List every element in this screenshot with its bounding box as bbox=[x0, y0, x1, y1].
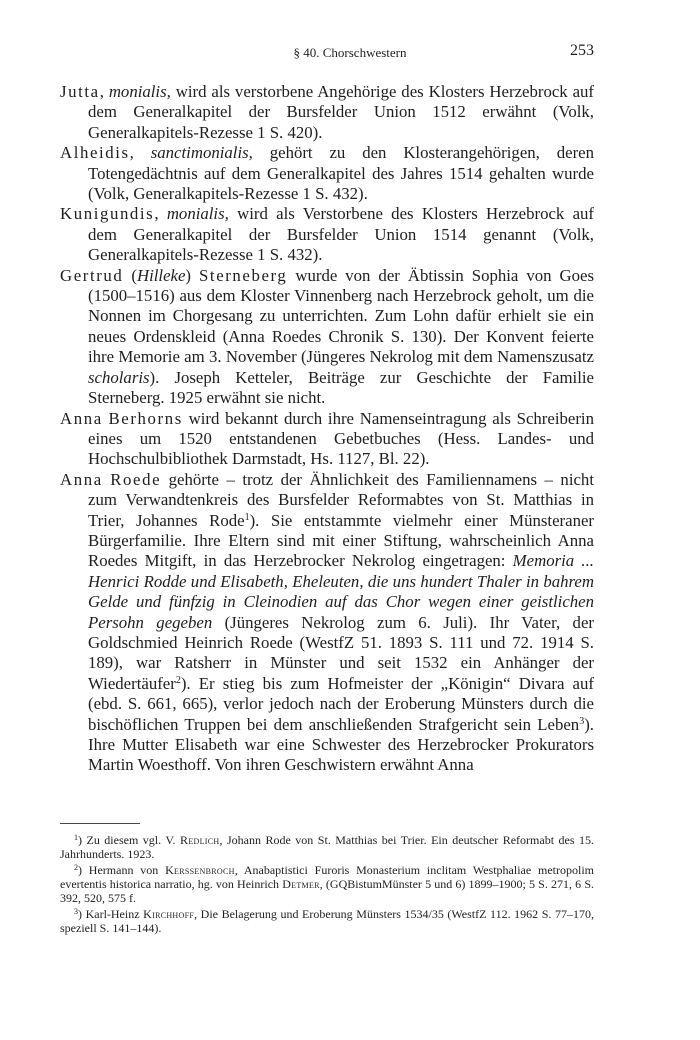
footnote-2: $^2$) Hermann von Kerssenbroch, Anabaptistici Furoris Monasterium inclitam Westphaliae metropolim evertentis historica narratio, hg. von Heinrich Detmer, (GQBistumMünster 5 und 6) 1899–1900; 5 S. 271, 6 S. 392, 520, 575 f. bbox=[60, 862, 594, 906]
entry-anna-berhorns: Anna Berhorns wird bekannt durch ihre Namenseintragung als Schreiberin eines um 1520 entstandenen Gebetbuches (Hess. Landes- und Hochschulbibliothek Darmstadt, Hs. 1127, Bl. 22). bbox=[60, 408, 594, 469]
entry-name: Anna bbox=[60, 408, 103, 428]
running-head: § 40. Chorschwestern bbox=[293, 45, 407, 60]
entry-alheidis: Alheidis, sanctimonialis, gehört zu den Klosterangehörigen, deren Totengedächtnis auf dem Generalkapitel des Jahres 1514 gehalten wurde (Volk, Generalkapitels-Rezesse 1 S. 432). bbox=[60, 143, 594, 204]
entry-gertrud-sterneberg: Gertrud (Hilleke) Sterneberg wurde von der Äbtissin Sophia von Goes (1500–1516) aus dem Kloster Vinnenberg nach Herzebrock geholt, um die Nonnen im Chorgesang zu unterrichten. Zum Lohn dafür erhielt sie ein neues Ordenskleid (Anna Roedes Chronik S. 130). Der Konvent feierte ihre Memorie am 3. November (Jüngeres Nekrolog mit dem Namenszusatz scholaris). Joseph Ketteler, Beiträge zur Geschichte der Familie Sterneberg. 1925 erwähnt sie nicht. bbox=[60, 265, 594, 408]
footnote-ref: 2 bbox=[175, 674, 181, 686]
entry-surname: Sterneberg bbox=[199, 265, 288, 285]
main-text bbox=[60, 82, 594, 776]
entry-surname: Roede bbox=[110, 469, 162, 489]
page-number: 253 bbox=[570, 42, 594, 59]
entry-name: Alheidis bbox=[60, 143, 130, 163]
entry-name: Kunigundis bbox=[60, 204, 155, 224]
footnote-ref: 3 bbox=[579, 715, 585, 727]
footnotes bbox=[60, 833, 594, 937]
entry-surname: Berhorns bbox=[108, 408, 183, 428]
entry-jutta: Jutta, monialis, wird als verstorbene Angehörige des Klosters Herzebrock auf dem Generalkapitel der Bursfelder Union 1512 erwähnt (Volk, Generalkapitels-Rezesse 1 S. 420). bbox=[60, 82, 595, 142]
entry-kunigundis: Kunigundis, monialis, wird als Verstorbene des Klosters Herzebrock auf dem Generalkapitel der Bursfelder Union 1514 genannt (Volk, Generalkapitels-Rezesse 1 S. 432). bbox=[60, 204, 595, 265]
footnote-3: $^3$) Karl-Heinz Kirchhoff, Die Belagerung und Eroberung Münsters 1534/35 (WestfZ 112. 1962 S. 77–170, speziell S. 141–144). bbox=[60, 907, 594, 936]
footnote-divider bbox=[60, 823, 140, 824]
entry-name: Gertrud bbox=[60, 265, 124, 285]
footnote-ref: 1 bbox=[244, 511, 250, 523]
footnote-1: $^1$) Zu diesem vgl. V. Redlich, Johann Rode von St. Matthias bei Trier. Ein deutscher Reformabt des 15. Jahrhunderts. 1923. bbox=[60, 833, 595, 862]
entry-name: Jutta bbox=[60, 82, 100, 101]
page-header bbox=[0, 42, 700, 64]
entry-anna-roede: Anna Roede gehörte – trotz der Ähnlichkeit des Familiennamens – nicht zum Verwandtenkreis des Bursfelder Reformabtes von St. Matthias in Trier, Johannes Rode$^1$). Sie entstammte vielmehr einer Münsteraner Bürgerfamilie. Ihre Eltern sind mit einer Stiftung, wahrscheinlich Anna Roedes Mitgift, in das Herzebrocker Nekrolog eingetragen: Memoria ... Henrici Rodde und Elisabeth, Eheleuten, die uns hundert Thaler in bahrem Gelde und fünfzig in Cleinodien auf das Chor wegen einer geistlichen Persohn gegeben (Jüngeres Nekrolog zum 6. Juli). Ihr Vater, der Goldschmied Heinrich Roede (WestfZ 51. 1893 S. 111 und 72. 1914 S. 189), war Ratsherr in Münster und seit 1532 ein Anhänger der Wiedertäufer$^2$). Er stieg bis zum Hofmeister der „Königin“ Divara auf (ebd. S. 661, 665), verlor jedoch nach der Eroberung Münsters durch die bischöflichen Truppen bei dem anschließenden Strafgericht sein Leben$^3$). Ihre Mutter Elisabeth war eine Schwester des Herzebrocker Prokurators Martin Woesthoff. Von ihren Geschwistern erwähnt Anna bbox=[60, 469, 594, 775]
entry-name: Anna bbox=[60, 469, 103, 489]
